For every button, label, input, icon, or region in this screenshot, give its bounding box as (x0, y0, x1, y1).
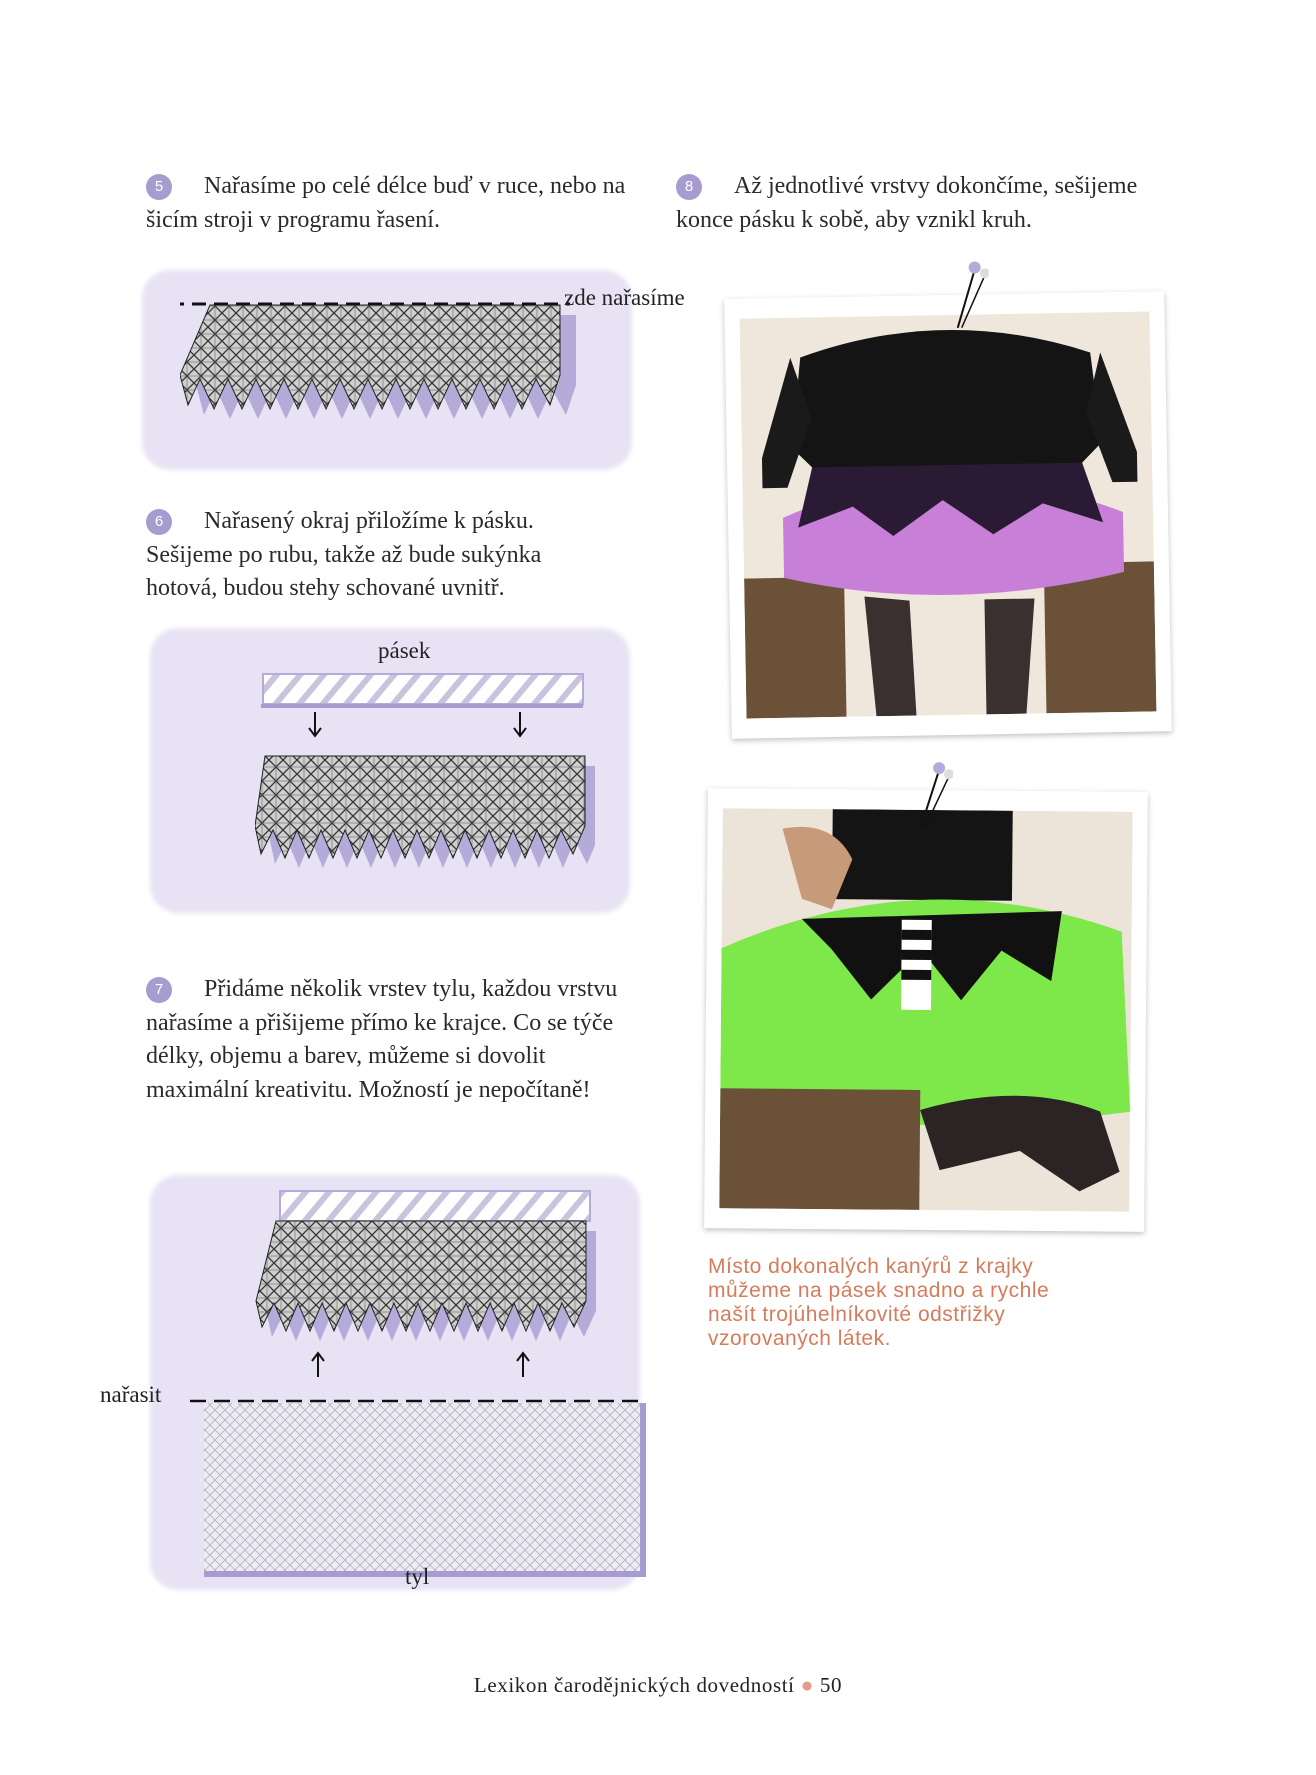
step-number-8: 8 (676, 174, 702, 200)
step-number-7: 7 (146, 977, 172, 1003)
step-6 (146, 505, 606, 606)
page-footer (0, 1673, 1316, 1698)
step-5 (146, 170, 646, 237)
photo-green-tutu (704, 788, 1148, 1232)
photo-purple-tutu (724, 291, 1172, 739)
photo-caption: Místo dokonalých kanýrů z krajky můžeme na pásek snadno a rychle našít trojúhelníkovité odstřižky vzorovaných látek. (708, 1255, 1050, 1350)
page-number: 50 (819, 1673, 843, 1697)
step-7-text: Přidáme několik vrstev tylu, každou vrstvu nařasíme a přišijeme přímo ke krajce. Co se týče délky, objemu a barev, můžeme si dovolit maximální kreativitu. Možností je nepočítaně! (146, 976, 618, 1103)
label-pasek: pásek (378, 638, 431, 663)
step-5-text: Nařasíme po celé délce buď v ruce, nebo na šicím stroji v programu řasení. (146, 173, 626, 233)
step-number-5: 5 (146, 174, 172, 200)
label-zde-narasime: zde nařasíme (564, 285, 685, 310)
step-number-6: 6 (146, 509, 172, 535)
belt-diagram (255, 668, 595, 918)
step-8-text: Až jednotlivé vrstvy dokončíme, sešijeme konce pásku k sobě, aby vznikl kruh. (676, 173, 1138, 233)
footer-title: Lexikon čarodějnických dovedností (473, 1673, 795, 1697)
step-8 (676, 170, 1186, 237)
label-narasit: nařasit (100, 1382, 162, 1407)
label-tyl: tyl (405, 1564, 430, 1589)
step-6-text: Nařasený okraj přiložíme k pásku. Sešijeme po rubu, takže až bude sukýnka hotová, budou stehy schované uvnitř. (146, 508, 542, 601)
tulle-diagram (190, 1185, 650, 1585)
footer-dot-icon: ● (800, 1673, 814, 1697)
step-7 (146, 973, 626, 1107)
lace-diagram-1 (180, 285, 580, 445)
